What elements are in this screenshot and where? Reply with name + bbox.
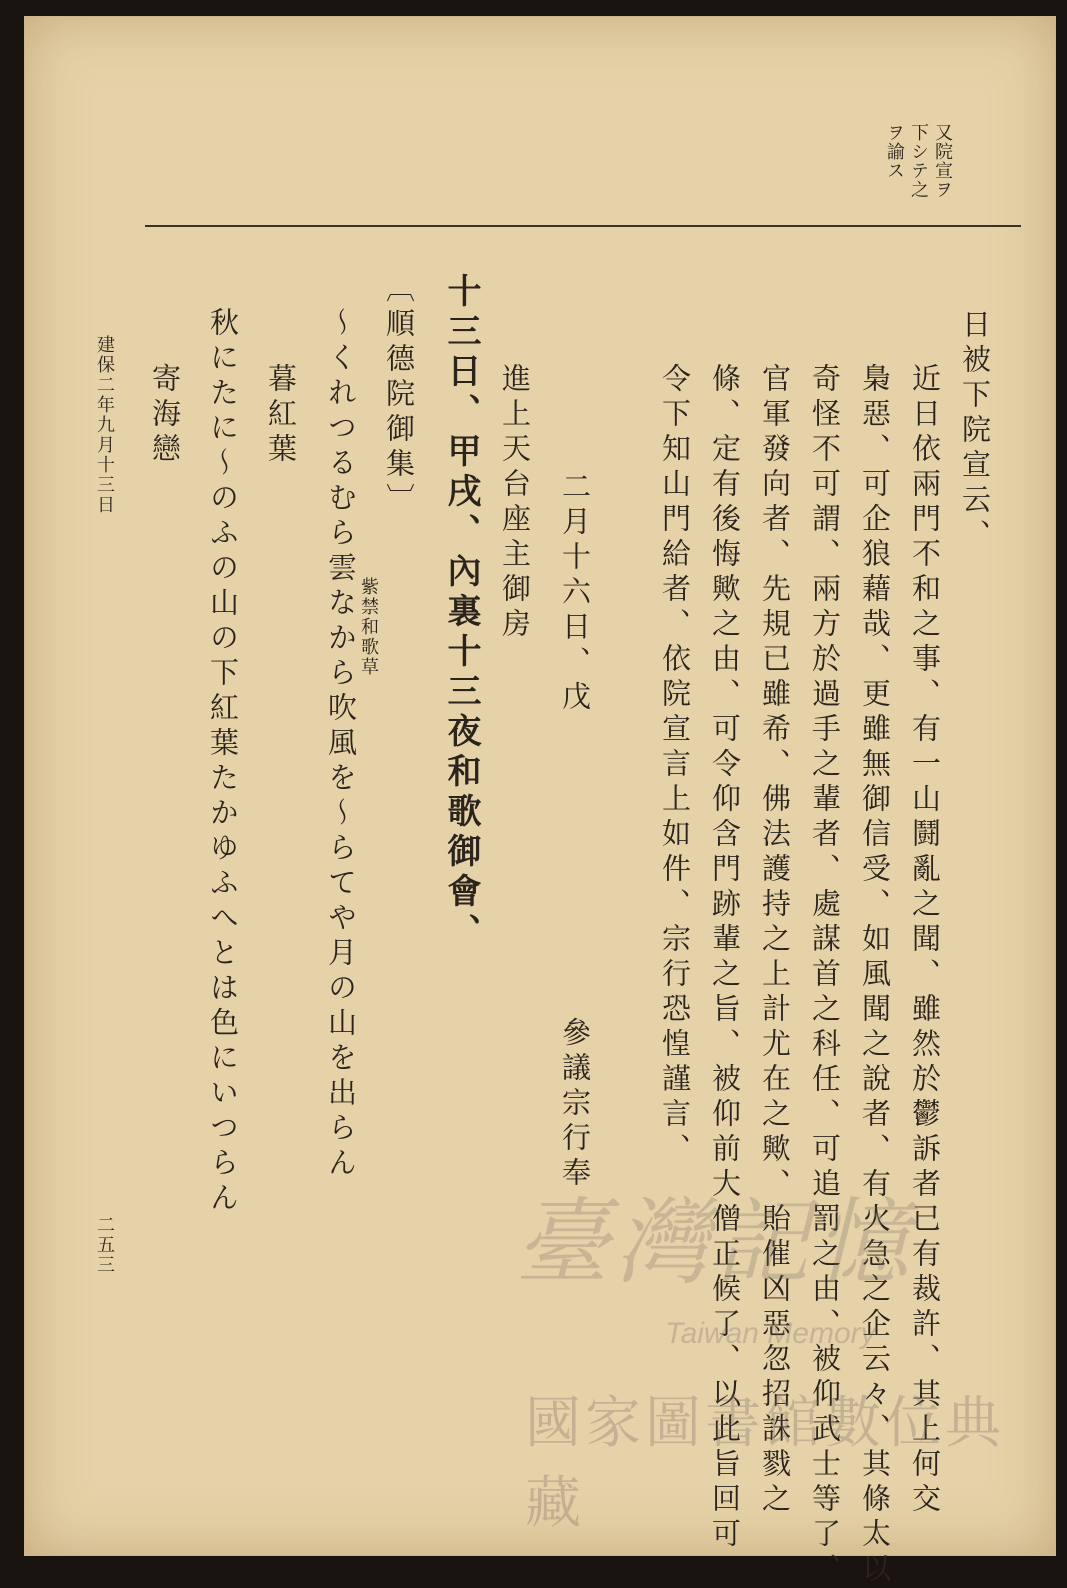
- poem-2-title: 暮紅葉: [264, 363, 298, 468]
- poem-1: 〜くれつるむら雲なから吹風を〜らてや月の山を出らん: [324, 307, 358, 1182]
- text-column-3: 梟惡、可企狼藉哉、更雖無御信受、如風聞之說者、有火急之企云々、其條太以: [858, 363, 892, 1588]
- address-line: 進上天台座主御房: [498, 363, 532, 643]
- watermark-english: Taiwan Memory: [665, 1317, 876, 1350]
- running-footer: 建保二年九月十三日: [94, 335, 115, 515]
- header-rule: [145, 225, 1021, 227]
- text-column-4: 奇怪不可謂、兩方於過手之輩者、處謀首之科任、可追罰之由、被仰武士等了、: [808, 363, 842, 1588]
- source-title: 〔順德院御集〕: [382, 273, 416, 518]
- source-note: 紫禁和歌草: [358, 577, 379, 677]
- text-column-2: 近日依兩門不和之事、有一山鬪亂之聞、雖然於鬱訴者已有裁許、其上何交: [908, 363, 942, 1518]
- entry-heading: 十三日、甲戌、內裏十三夜和歌御會、: [441, 273, 481, 953]
- poem-2: 秋にたに〜のふの山の下紅葉たかゆふへとは色にいつらん: [206, 307, 240, 1217]
- text-column-6: 條、定有後悔歟之由、可令仰含門跡輩之旨、被仰前大僧正候了、以此旨回可: [708, 363, 742, 1553]
- text-column-7: 令下知山門給者、依院宣言上如件、宗行恐惶謹言、: [658, 363, 692, 1168]
- text-column-1: 日被下院宣云、: [958, 309, 992, 554]
- marginal-note-1: 又院宣ヲ: [932, 123, 953, 199]
- date-line: 二月十六日、戊: [558, 471, 592, 716]
- signature-line: 參議宗行奉: [558, 1017, 592, 1192]
- watermark-calligraphy: 臺灣記憶: [515, 1189, 916, 1298]
- poem-3-title: 寄海戀: [148, 363, 182, 468]
- watermark-chinese: 國家圖書館數位典藏: [525, 1391, 1005, 1536]
- marginal-note-3: ヲ諭ス: [884, 123, 905, 180]
- document-page: [24, 16, 1056, 1588]
- marginal-note-2: 下シテ之: [908, 123, 929, 199]
- page-number: 二五三: [94, 1215, 115, 1275]
- text-column-5: 官軍發向者、先規已雖希、佛法護持之上計尤在之歟、貽催凶惡忽招誅戮之: [758, 363, 792, 1518]
